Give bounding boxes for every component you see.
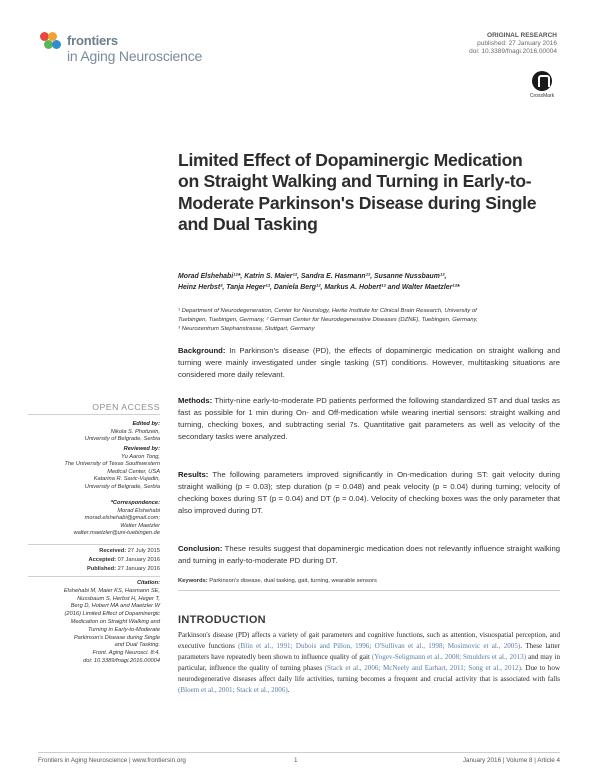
intro-paragraph — [178, 630, 560, 695]
abstract-methods — [178, 395, 560, 443]
email-link[interactable]: walter.maetzler@uni-tuebingen.de — [73, 530, 160, 537]
date-label: Accepted: — [88, 557, 117, 564]
article-title: Limited Effect of Dopaminergic Medication on Straight Walking and Turning in Early-to-Moderate Parkinson's Disease during Single and Dual Tasking — [178, 150, 537, 235]
citation-line: Parkinson's Disease during Single — [73, 634, 160, 641]
divider — [28, 576, 160, 577]
author-list — [178, 271, 560, 293]
published-date: published: 27 January 2016 — [477, 40, 557, 48]
citation-link[interactable]: (Blin et al., 1991; Dubois and Pillon, 1996; O'Sullivan et al., 1998; Mosimovic et al., 2005) — [238, 641, 521, 650]
body-text: . These latter parameters have repeatedly been shown to influence quality of gait — [178, 641, 560, 661]
doi-link[interactable]: doi: 10.3389/fnagi.2016.00004 — [469, 48, 557, 56]
citation-line: (2016) Limited Effect of Dopaminergic — [64, 611, 160, 618]
footer-journal-link[interactable]: Frontiers in Aging Neuroscience | www.frontiersin.org — [38, 757, 186, 764]
abstract-label: Background: — [178, 346, 226, 355]
footer-volume-info: January 2016 | Volume 8 | Article 4 — [462, 757, 560, 764]
citation-line: Turning in Early-to-Moderate — [88, 626, 160, 633]
article-type: ORIGINAL RESEARCH — [487, 32, 557, 39]
author-line: Morad Elshehabi¹²*, Katrin S. Maier¹², Sandra E. Hasmann¹², Susanne Nussbaum¹², — [178, 273, 447, 280]
abstract-label: Conclusion: — [178, 544, 223, 553]
citation-link[interactable]: (Yogev-Seligmann et al., 2008; Smulders et al., 2013) — [371, 652, 527, 661]
author-line: Heinz Herbst², Tanja Heger¹², Daniela Berg¹², Markus A. Hobert¹² and Walter Maetzler¹²* — [178, 284, 460, 292]
abstract-results — [178, 469, 560, 517]
body-text: Parkinson's disease (PD) affects a variety of gait parameters and cognitive functions, such as attention, visuospatial perception, and executive functions — [178, 631, 560, 650]
keywords — [178, 577, 560, 585]
abstract-text: These results suggest that dopaminergic medication does not relevantly influence straight walking and turning in early-to-moderate PD during DT. — [178, 544, 560, 566]
journal-brand: frontiers — [67, 33, 118, 48]
citation-line: Nussbaum S, Herbst H, Heger T, — [77, 595, 160, 602]
edited-by — [28, 421, 160, 444]
editor-name: Nikola S. Photizein, — [110, 428, 160, 435]
divider — [28, 544, 160, 545]
editor-affiliation: University of Belgrade, Serbia — [84, 436, 160, 443]
reviewer-affiliation: University of Belgrade, Serbia — [84, 483, 160, 490]
date-label: Published: — [86, 566, 117, 573]
article-dates — [28, 547, 160, 575]
email-link[interactable]: morad.elshehabi@gmail.com; — [84, 515, 160, 522]
affiliations — [178, 307, 560, 335]
sidebar-label: Reviewed by: — [123, 446, 160, 452]
corresponding-author: Morad Elshehabi — [117, 507, 160, 514]
journal-logo[interactable] — [40, 30, 210, 70]
corresponding-author: Walter Maetzler — [120, 522, 160, 529]
reviewed-by — [28, 446, 160, 492]
divider — [178, 590, 560, 591]
reviewer-affiliation: The University of Texas Southwestern — [64, 461, 160, 468]
sidebar-label: *Correspondence: — [110, 500, 160, 506]
crossmark-button[interactable] — [529, 71, 555, 99]
accepted-date: 07 January 2016 — [116, 557, 160, 564]
abstract-text: In Parkinson's disease (PD), the effects of dopaminergic medication on straight walking and turning were mainly investigated under single tasking (ST) conditions. However, multitasking situations are considered more daily relevant. — [178, 346, 560, 380]
abstract-conclusion — [178, 543, 560, 567]
sidebar-label: Citation: — [136, 580, 160, 586]
citation-line: Elshehabi M, Maier KS, Hasmann SE, — [63, 587, 160, 594]
crossmark-icon — [532, 71, 552, 91]
footer-divider — [38, 752, 560, 753]
abstract-text: Thirty-nine early-to-moderate PD patients performed the following standardized ST and dual tasks as fast as possible for 1 min during On- and Off-medication while wearing inertial sensors: straight walking and turning, checking boxes, and subtracting serial 7s. Quantitative gait parameters as well as velocity of the secondary tasks were analyzed. — [178, 396, 560, 442]
abstract-background — [178, 345, 560, 381]
body-text: . Due to how neurodegenerative diseases affect daily life activities, turning becomes a frequent and crucial activity that is associated with falls — [178, 663, 560, 683]
reviewer-affiliation: Medical Center, USA — [107, 468, 160, 475]
abstract-label: Results: — [178, 470, 209, 479]
affiliation-line: Tuebingen, Tuebingen, Germany, ² German Center for Neurodegenerative Diseases (DZNE), Tuebingen, Germany, — [178, 317, 478, 324]
frontiers-logo-icon — [40, 32, 64, 54]
keywords-label: Keywords: — [178, 578, 208, 584]
citation-block — [28, 580, 160, 666]
citation-line: Berg D, Hobert MA and Maetzler W — [70, 603, 160, 610]
reviewer-name: Yu Aaron Tong, — [121, 453, 160, 460]
article-meta — [469, 32, 557, 57]
body-text: . — [287, 685, 290, 694]
sidebar-label: Edited by: — [132, 421, 160, 427]
body-text: and may in particular, influence the quality of turning phases — [178, 652, 560, 672]
section-heading: INTRODUCTION — [178, 614, 266, 626]
correspondence — [28, 500, 160, 538]
affiliation-line: ¹ Department of Neurodegeneration, Center for Neurology, Hertie Institute for Clinical Brain Research, University of — [178, 308, 477, 314]
citation-line: and Dual Tasking. — [114, 642, 160, 649]
received-date: 27 July 2015 — [126, 548, 160, 554]
citation-link[interactable]: (Stack et al., 2006; McNeely and Earhart, 2011; Song et al., 2012) — [324, 663, 521, 672]
keywords-text: Parkinson's disease, dual tasking, gait, turning, wearable sensors — [207, 578, 377, 584]
abstract-label: Methods: — [178, 396, 213, 405]
open-access-label: OPEN ACCESS — [92, 402, 160, 412]
page-number: 1 — [294, 757, 298, 764]
crossmark-label: CrossMark — [529, 93, 555, 99]
date-label: Received: — [99, 548, 127, 554]
citation-line: Medication on Straight Walking and — [70, 618, 160, 625]
published-date: 27 January 2016 — [116, 566, 160, 573]
affiliation-line: ³ Neurozentrum Stephanstrasse, Stuttgart, Germany — [178, 326, 315, 333]
abstract-text: The following parameters improved significantly in On-medication during ST: gait velocity during straight walking (p = 0.03); step duration (p = 0.048) and peak velocity (p = 0.04) during turning; velocity of checking boxes during ST (p = 0.04) and DT (p = 0.04). Velocity of checking boxes was the only parameter that also improved during DT. — [178, 470, 560, 516]
citation-doi[interactable]: doi: 10.3389/fnagi.2016.00004 — [83, 657, 160, 664]
divider — [28, 414, 160, 415]
reviewer-name: Katarina R. Savic-Vujadin, — [93, 476, 160, 483]
citation-link[interactable]: (Bloem et al., 2001; Stack et al., 2006) — [178, 685, 288, 694]
journal-name: in Aging Neuroscience — [67, 48, 203, 64]
citation-line: Front. Aging Neurosci. 8:4. — [92, 650, 160, 657]
